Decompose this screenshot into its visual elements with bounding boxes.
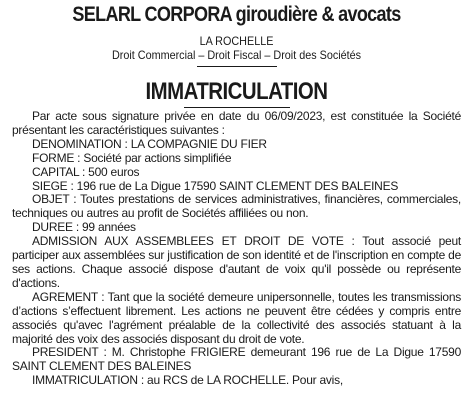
notice-title: IMMATRICULATION bbox=[145, 78, 328, 105]
paragraph-siege: SIEGE : 196 rue de La Digue 17590 SAINT CLEMENT DES BALEINES bbox=[32, 178, 399, 193]
paragraph-immatriculation: IMMATRICULATION : au RCS de LA ROCHELLE. Pour avis, bbox=[32, 373, 343, 388]
paragraph-president: PRESIDENT : M. Christophe FRIGIERE demeurant 196 rue de La Digue 17590 SAINT CLEMENT DES BALEINES bbox=[12, 345, 461, 374]
paragraph-objet: OBJET : Toutes prestations de services administratives, financières, commerciales, techniques ou autres au profit de Sociétés affiliées ou non. bbox=[12, 192, 461, 221]
notice-body bbox=[12, 110, 461, 388]
paragraph-forme: FORME : Société par actions simplifiée bbox=[32, 150, 232, 165]
paragraph-denomination: DENOMINATION : LA COMPAGNIE DU FIER bbox=[32, 136, 267, 151]
header-divider bbox=[197, 66, 277, 67]
firm-city: LA ROCHELLE bbox=[199, 34, 274, 48]
firm-specialties: Droit Commercial – Droit Fiscal – Droit des Sociétés bbox=[111, 48, 362, 62]
paragraph-capital: CAPITAL : 500 euros bbox=[32, 164, 140, 179]
firm-name: SELARL CORPORA giroudière & avocats bbox=[72, 3, 401, 26]
paragraph-intro: Par acte sous signature privée en date du 06/09/2023, est constituée la Société présentant les caractéristiques suivantes : bbox=[12, 109, 461, 137]
paragraph-duree: DUREE : 99 années bbox=[32, 220, 136, 235]
paragraph-agrement: AGREMENT : Tant que la société demeure unipersonnelle, toutes les transmissions d’actions s’effectuent librement. Les actions ne peuvent être cédées y compris entre associés qu'avec l'agrément préalable de la collectivité des associés statuant à la majorité des voix des associés disposant du droit de vote. bbox=[12, 289, 461, 346]
title-underline bbox=[184, 107, 290, 108]
paragraph-admission: ADMISSION AUX ASSEMBLEES ET DROIT DE VOTE : Tout associé peut participer aux assemblées sur justification de son identité et de l'inscription en compte de ses actions. Chaque associé dispose d'autant de voix qu'il possède ou représente d'actions. bbox=[12, 234, 461, 290]
